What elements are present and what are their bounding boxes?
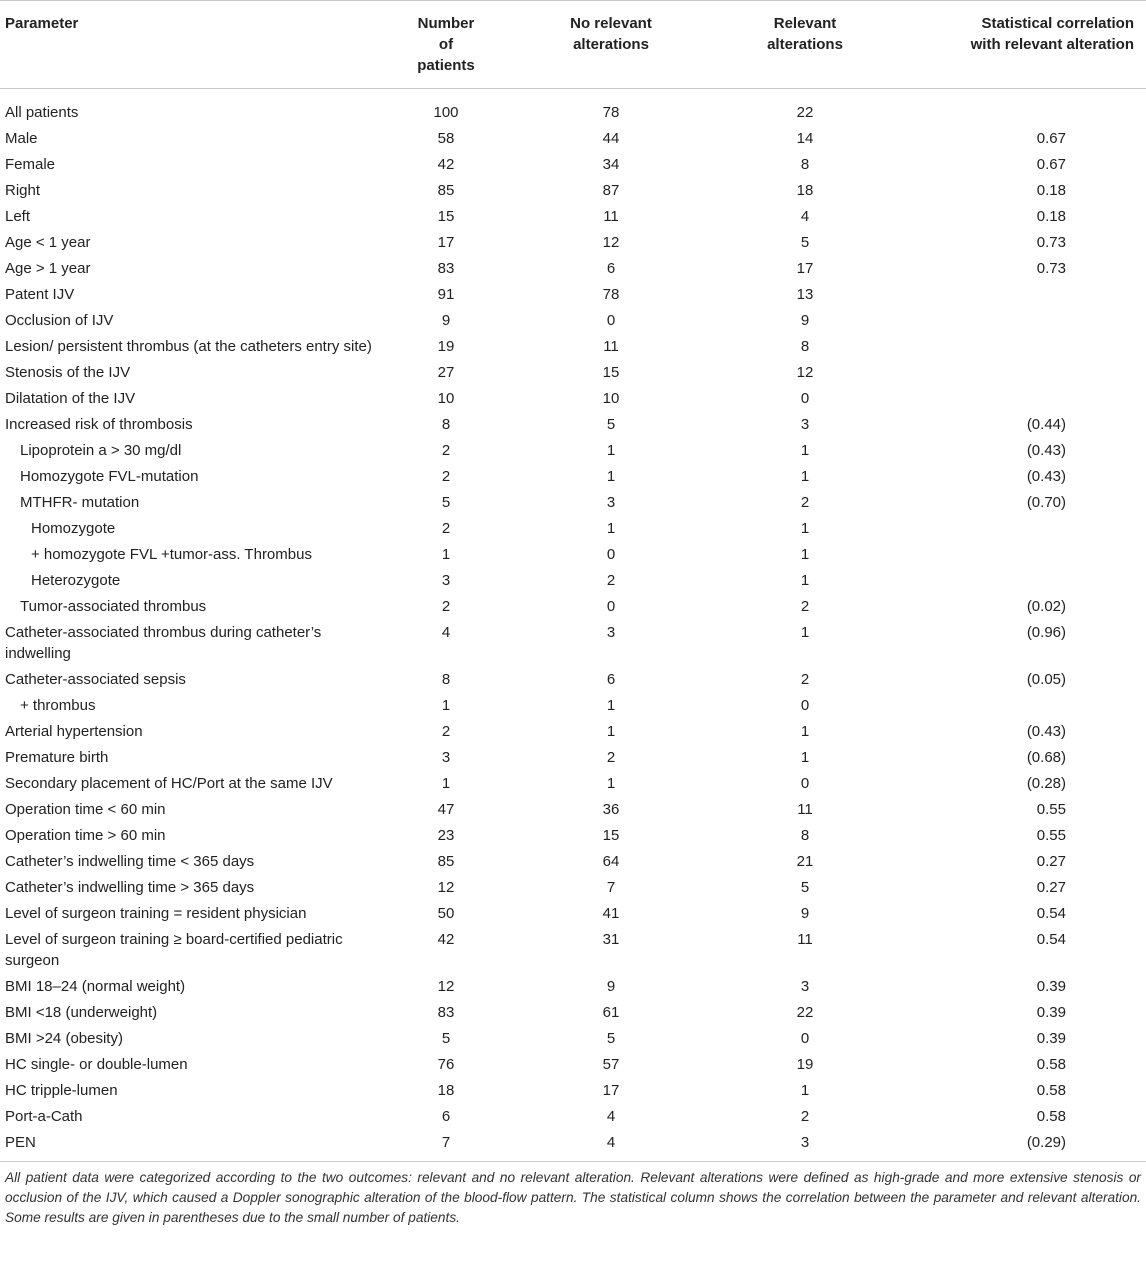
table-row [0,1052,1146,1078]
table-row [0,771,1146,797]
cell-no-relevant: 2 [606,572,616,589]
cell-relevant: 1 [800,1082,810,1099]
cell-correlation: 0.73 [1036,234,1066,251]
cell-parameter: Arterial hypertension [5,723,143,740]
cell-no-relevant: 34 [602,156,620,173]
cell-relevant: 18 [796,182,814,199]
table-row [0,1130,1146,1162]
cell-parameter: Level of surgeon training = resident physician [5,905,307,922]
cell-relevant: 1 [800,624,810,641]
cell-number-of-patients: 2 [441,468,451,485]
cell-correlation: 0.54 [1036,905,1066,922]
cell-no-relevant: 6 [606,260,616,277]
cell-number-of-patients: 2 [441,520,451,537]
cell-number-of-patients: 17 [437,234,455,251]
table-row [0,927,1146,974]
cell-no-relevant: 1 [606,723,616,740]
table-row [0,204,1146,230]
cell-parameter: Premature birth [5,749,109,766]
cell-no-relevant: 9 [606,978,616,995]
cell-number-of-patients: 1 [441,775,451,792]
cell-parameter: Occlusion of IJV [5,312,114,329]
cell-number-of-patients: 9 [441,312,451,329]
cell-no-relevant: 1 [606,775,616,792]
cell-number-of-patients: 2 [441,723,451,740]
cell-number-of-patients: 85 [437,853,455,870]
header-correlation-text: Statistical correlation with relevant alteration [970,15,1134,53]
cell-no-relevant: 31 [602,931,620,948]
header-relevant [720,1,890,89]
cell-correlation: 0.54 [1036,931,1066,948]
cell-parameter: Catheter’s indwelling time < 365 days [5,853,255,870]
cell-no-relevant: 64 [602,853,620,870]
header-row [0,1,1146,89]
cell-relevant: 0 [800,1030,810,1047]
header-no-relevant-text: No relevant alterations [570,15,652,53]
cell-relevant: 4 [800,208,810,225]
cell-correlation: 0.58 [1036,1108,1066,1125]
cell-correlation [890,386,1146,412]
table-row [0,126,1146,152]
cell-parameter: Level of surgeon training ≥ board-certified pediatric surgeon [5,931,343,969]
cell-correlation [890,542,1146,568]
cell-relevant: 14 [796,130,814,147]
table-row [0,719,1146,745]
cell-no-relevant: 15 [602,827,620,844]
cell-correlation [890,308,1146,334]
cell-no-relevant: 57 [602,1056,620,1073]
cell-number-of-patients: 10 [437,390,455,407]
cell-parameter: PEN [5,1134,36,1151]
cell-correlation [890,360,1146,386]
cell-number-of-patients: 47 [437,801,455,818]
table-row [0,568,1146,594]
table-row [0,1104,1146,1130]
cell-relevant: 2 [800,1108,810,1125]
cell-relevant: 11 [797,801,813,818]
table-header [0,1,1146,89]
cell-no-relevant: 11 [603,208,619,225]
header-parameter: Parameter [0,1,390,89]
table-row [0,490,1146,516]
table-row [0,667,1146,693]
cell-correlation [890,516,1146,542]
header-relevant-text: Relevant alterations [767,15,843,53]
cell-relevant: 2 [800,598,810,615]
cell-number-of-patients: 1 [441,697,451,714]
cell-no-relevant: 44 [602,130,620,147]
cell-parameter: Tumor-associated thrombus [20,598,207,615]
cell-number-of-patients: 76 [437,1056,455,1073]
table-body [0,89,1146,1162]
cell-relevant: 9 [800,905,810,922]
cell-correlation: 0.55 [1036,827,1066,844]
cell-relevant: 2 [800,671,810,688]
cell-relevant: 8 [800,156,810,173]
cell-relevant: 5 [800,879,810,896]
cell-relevant: 0 [800,775,810,792]
cell-parameter: Left [5,208,31,225]
cell-number-of-patients: 83 [437,260,455,277]
cell-no-relevant: 0 [606,598,616,615]
cell-correlation: 0.67 [1036,130,1066,147]
table-row [0,1026,1146,1052]
cell-number-of-patients: 8 [441,416,451,433]
cell-number-of-patients: 5 [441,1030,451,1047]
cell-no-relevant: 1 [606,697,616,714]
cell-correlation [890,282,1146,308]
cell-relevant: 1 [800,546,810,563]
cell-no-relevant: 87 [602,182,620,199]
cell-parameter: Dilatation of the IJV [5,390,136,407]
cell-no-relevant: 3 [606,624,616,641]
cell-correlation: 0.27 [1036,853,1066,870]
cell-parameter: Right [5,182,41,199]
cell-correlation: 0.73 [1036,260,1066,277]
cell-parameter: Age < 1 year [5,234,91,251]
cell-correlation: 0.18 [1036,208,1066,225]
cell-no-relevant: 2 [606,749,616,766]
table-row [0,823,1146,849]
cell-parameter: Age > 1 year [5,260,91,277]
cell-number-of-patients: 23 [437,827,455,844]
table-row [0,282,1146,308]
cell-no-relevant: 61 [602,1004,620,1021]
cell-no-relevant: 17 [602,1082,620,1099]
cell-correlation: (0.28) [1026,775,1066,792]
cell-correlation: (0.70) [1026,494,1066,511]
cell-number-of-patients: 18 [437,1082,455,1099]
cell-no-relevant: 5 [606,1030,616,1047]
cell-parameter: Increased risk of thrombosis [5,416,193,433]
cell-correlation: 0.58 [1036,1056,1066,1073]
cell-correlation: (0.96) [1026,624,1066,641]
cell-no-relevant: 10 [602,390,620,407]
cell-no-relevant: 6 [606,671,616,688]
table-row [0,516,1146,542]
table-row [0,693,1146,719]
cell-number-of-patients: 42 [437,156,455,173]
cell-correlation: (0.02) [1026,598,1066,615]
cell-relevant: 22 [796,1004,814,1021]
table-row [0,542,1146,568]
cell-parameter: Male [5,130,38,147]
cell-no-relevant: 0 [606,546,616,563]
cell-parameter: Operation time < 60 min [5,801,166,818]
table-row [0,974,1146,1000]
cell-no-relevant: 0 [606,312,616,329]
cell-parameter: BMI >24 (obesity) [5,1030,123,1047]
table-row [0,360,1146,386]
cell-correlation: (0.29) [1026,1134,1066,1151]
cell-no-relevant: 7 [606,879,616,896]
cell-parameter: + homozygote FVL +tumor-ass. Thrombus [31,546,312,563]
cell-correlation [890,89,1146,126]
table-row [0,745,1146,771]
cell-relevant: 1 [800,468,810,485]
cell-number-of-patients: 6 [441,1108,451,1125]
cell-no-relevant: 5 [606,416,616,433]
cell-correlation [890,693,1146,719]
cell-parameter: Catheter-associated sepsis [5,671,186,688]
cell-parameter: Lesion/ persistent thrombus (at the catheters entry site) [5,338,372,355]
cell-number-of-patients: 100 [433,104,459,121]
cell-correlation: (0.43) [1026,468,1066,485]
table-row [0,230,1146,256]
cell-correlation: 0.39 [1036,1004,1066,1021]
cell-parameter: Catheter’s indwelling time > 365 days [5,879,255,896]
cell-relevant: 3 [800,416,810,433]
cell-relevant: 21 [796,853,814,870]
table-row [0,620,1146,667]
cell-relevant: 3 [800,1134,810,1151]
cell-relevant: 9 [800,312,810,329]
cell-relevant: 1 [800,442,810,459]
table-row [0,152,1146,178]
cell-correlation: (0.44) [1026,416,1066,433]
table-row [0,178,1146,204]
cell-no-relevant: 1 [606,520,616,537]
table-row [0,875,1146,901]
table-row [0,1000,1146,1026]
table-row [0,386,1146,412]
cell-correlation: (0.43) [1026,723,1066,740]
cell-number-of-patients: 5 [441,494,451,511]
cell-number-of-patients: 19 [437,338,455,355]
cell-parameter: Patent IJV [5,286,75,303]
cell-number-of-patients: 7 [441,1134,451,1151]
cell-number-of-patients: 42 [437,931,455,948]
cell-number-of-patients: 8 [441,671,451,688]
table-row [0,849,1146,875]
cell-no-relevant: 41 [602,905,620,922]
table-row [0,89,1146,126]
table-row [0,334,1146,360]
cell-parameter: Catheter-associated thrombus during catheter’s indwelling [5,624,322,662]
cell-parameter: Secondary placement of HC/Port at the same IJV [5,775,333,792]
cell-no-relevant: 4 [606,1108,616,1125]
cell-relevant: 0 [800,697,810,714]
cell-no-relevant: 1 [606,442,616,459]
cell-parameter: Heterozygote [31,572,121,589]
cell-parameter: + thrombus [20,697,96,714]
cell-parameter: Homozygote FVL-mutation [20,468,199,485]
cell-relevant: 0 [800,390,810,407]
cell-relevant: 8 [800,827,810,844]
cell-parameter: HC tripple-lumen [5,1082,118,1099]
cell-number-of-patients: 27 [437,364,455,381]
cell-correlation: 0.58 [1036,1082,1066,1099]
cell-relevant: 19 [796,1056,814,1073]
cell-parameter: Homozygote [31,520,116,537]
cell-parameter: Female [5,156,56,173]
table-row [0,1078,1146,1104]
cell-number-of-patients: 15 [437,208,455,225]
cell-no-relevant: 78 [602,104,620,121]
cell-correlation: (0.05) [1026,671,1066,688]
cell-relevant: 2 [800,494,810,511]
cell-number-of-patients: 58 [437,130,455,147]
cell-parameter: Operation time > 60 min [5,827,166,844]
cell-correlation: (0.68) [1026,749,1066,766]
table-row [0,594,1146,620]
cell-correlation: 0.67 [1036,156,1066,173]
cell-no-relevant: 12 [602,234,620,251]
cell-relevant: 1 [800,749,810,766]
cell-parameter: Stenosis of the IJV [5,364,131,381]
cell-correlation: 0.27 [1036,879,1066,896]
cell-parameter: Lipoprotein a > 30 mg/dl [20,442,182,459]
cell-parameter: HC single- or double-lumen [5,1056,188,1073]
table-row [0,308,1146,334]
header-correlation [890,1,1146,89]
cell-parameter: Port-a-Cath [5,1108,83,1125]
cell-correlation: (0.43) [1026,442,1066,459]
table-row [0,901,1146,927]
cell-no-relevant: 11 [603,338,619,355]
cell-relevant: 22 [796,104,814,121]
cell-number-of-patients: 2 [441,442,451,459]
cell-relevant: 11 [797,931,813,948]
cell-number-of-patients: 12 [437,978,455,995]
cell-no-relevant: 15 [602,364,620,381]
cell-relevant: 1 [800,723,810,740]
cell-no-relevant: 36 [602,801,620,818]
cell-number-of-patients: 85 [437,182,455,199]
cell-no-relevant: 3 [606,494,616,511]
cell-relevant: 1 [800,572,810,589]
cell-relevant: 12 [796,364,814,381]
cell-parameter: MTHFR- mutation [20,494,140,511]
cell-no-relevant: 4 [606,1134,616,1151]
cell-relevant: 1 [800,520,810,537]
cell-number-of-patients: 91 [437,286,455,303]
cell-parameter: BMI 18–24 (normal weight) [5,978,186,995]
cell-number-of-patients: 4 [441,624,451,641]
cell-correlation: 0.39 [1036,978,1066,995]
cell-number-of-patients: 1 [441,546,451,563]
cell-no-relevant: 1 [606,468,616,485]
header-number-text: Number of patients [417,15,475,74]
cell-correlation: 0.18 [1036,182,1066,199]
cell-parameter: All patients [5,104,79,121]
cell-relevant: 13 [796,286,814,303]
cell-no-relevant: 78 [602,286,620,303]
table-row [0,412,1146,438]
table-row [0,256,1146,282]
cell-number-of-patients: 3 [441,749,451,766]
cell-correlation: 0.55 [1036,801,1066,818]
cell-relevant: 5 [800,234,810,251]
cell-correlation [890,334,1146,360]
header-no-relevant [502,1,720,89]
cell-correlation: 0.39 [1036,1030,1066,1047]
cell-number-of-patients: 3 [441,572,451,589]
cell-relevant: 3 [800,978,810,995]
table-row [0,438,1146,464]
cell-correlation [890,568,1146,594]
cell-number-of-patients: 83 [437,1004,455,1021]
cell-number-of-patients: 2 [441,598,451,615]
cell-relevant: 8 [800,338,810,355]
header-number-of-patients [390,1,502,89]
table-row [0,797,1146,823]
table-row [0,464,1146,490]
cell-parameter: BMI <18 (underweight) [5,1004,158,1021]
cell-number-of-patients: 12 [437,879,455,896]
cell-relevant: 17 [796,260,814,277]
table-footnote: All patient data were categorized according to the two outcomes: relevant and no relevant alteration. Relevant alterations were defined as high-grade and more extensive stenosis or occlusion of the IJV, which caused a Doppler sonographic alteration of the blood-flow pattern. The statistical column shows the correlation between the parameter and relevant alteration. Some results are given in parentheses due to the small number of patients. [5,1170,1141,1226]
cell-number-of-patients: 50 [437,905,455,922]
